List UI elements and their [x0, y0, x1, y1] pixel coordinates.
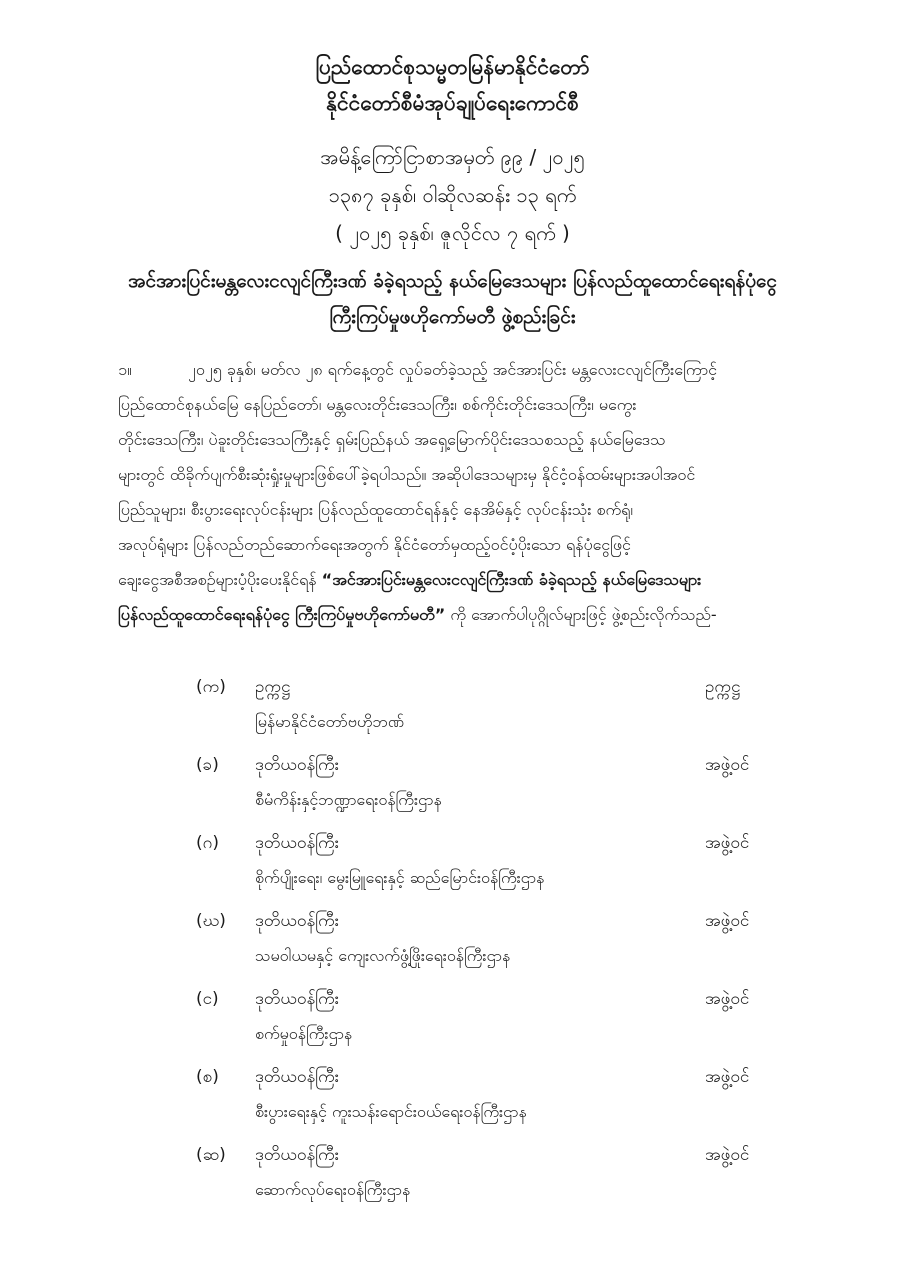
member-role: အဖွဲ့ဝင် [705, 1145, 750, 1165]
paragraph-line: ပြည်ထောင်စုနယ်မြေ နေပြည်တော်၊ မန္တလေးတိုင်းဒေသကြီး၊ စစ်ကိုင်းတိုင်းဒေသကြီး၊ မကွေး [118, 395, 637, 414]
paragraph-line: တိုင်းဒေသကြီး၊ ပဲခူးတိုင်းဒေသကြီးနှင့် ရှမ်းပြည်နယ် အရှေ့မြောက်ပိုင်းဒေသစသည့် နယ်မြေဒေသ [118, 430, 666, 449]
member-index: (ဆ) [196, 1145, 226, 1165]
member-position: ဥက္ကဋ္ဌ [255, 677, 291, 697]
member-row [0, 1144, 905, 1214]
title-line-2: ကြီးကြပ်မှုဖဟိုကော်မတီ ဖွဲ့စည်းခြင်း [329, 306, 576, 328]
office-heading: နိုင်ငံတော်စီမံအုပ်ချုပ်ရေးကောင်စီ [326, 91, 579, 115]
member-role: အဖွဲ့ဝင် [705, 989, 750, 1009]
notice-number: အမိန့်ကြော်ငြာစာအမှတ် ၉၉ / ၂၀၂၅ [320, 145, 585, 169]
paragraph-1 [118, 352, 853, 632]
member-position: ဒုတိယဝန်ကြီး [255, 1145, 340, 1165]
member-position: ဒုတိယဝန်ကြီး [255, 989, 340, 1009]
member-role: အဖွဲ့ဝင် [705, 911, 750, 931]
member-organization: စီမံကိန်းနှင့်ဘဏ္ဍာရေးဝန်ကြီးဌာန [255, 790, 442, 809]
member-row [0, 988, 905, 1058]
member-organization: စက်မှုဝန်ကြီးဌာန [255, 1024, 353, 1043]
member-organization: စိုက်ပျိုးရေး၊ မွေးမြူရေးနှင့် ဆည်မြောင်းဝန်ကြီးဌာန [255, 868, 545, 887]
member-position: ဒုတိယဝန်ကြီး [255, 755, 340, 775]
member-index: (ခ) [196, 755, 219, 775]
member-organization: မြန်မာနိုင်ငံတော်ဗဟိုဘဏ် [255, 712, 405, 731]
member-position: ဒုတိယဝန်ကြီး [255, 1067, 340, 1087]
member-role: အဖွဲ့ဝင် [705, 755, 750, 775]
member-role: အဖွဲ့ဝင် [705, 833, 750, 853]
member-row [0, 754, 905, 824]
member-position: ဒုတိယဝန်ကြီး [255, 911, 340, 931]
paragraph-line: အလုပ်ရုံများ ပြန်လည်တည်ဆောက်ရေးအတွက် နိုင်ငံတော်မှထည့်ဝင်ပံ့ပိုးသော ရန်ပုံငွေဖြင့် [118, 535, 631, 554]
member-organization: သမဝါယမနှင့် ကျေးလက်ဖွံ့ဖြိုးရေးဝန်ကြီးဌာန [255, 946, 511, 965]
member-row [0, 676, 905, 746]
quoted-committee-name-cont: ပြန်လည်ထူထောင်ရေးရန်ပုံငွေ ကြီးကြပ်မှုဗဟိုကော်မတီ” [118, 605, 446, 624]
gov-heading: ပြည်ထောင်စုသမ္မတမြန်မာနိုင်ငံတော် [315, 55, 590, 79]
member-index: (င) [196, 989, 219, 1009]
quoted-committee-name: “အင်အားပြင်းမန္တလေးငလျင်ကြီးဒဏ် ခံခဲ့ရသည့် နယ်မြေဒေသများ [321, 570, 702, 589]
date-gregorian: ( ၂၀၂၅ ခုနှစ်၊ ဇူလိုင်လ ၇ ရက် ) [335, 221, 570, 245]
paragraph-line: များတွင် ထိခိုက်ပျက်စီးဆုံးရှုံးမှုများဖြစ်ပေါ်ခဲ့ရပါသည်။ အဆိုပါဒေသများမှ နိုင်ငံ့ဝန်ထမ်းများအပါအဝင် [118, 465, 696, 484]
member-index: (ဃ) [196, 911, 226, 931]
member-role: အဖွဲ့ဝင် [705, 1067, 750, 1087]
member-role: ဥက္ကဋ္ဌ [705, 677, 741, 697]
member-index: (ဂ) [196, 833, 219, 853]
member-position: ဒုတိယဝန်ကြီး [255, 833, 340, 853]
member-organization: ဆောက်လုပ်ရေးဝန်ကြီးဌာန [255, 1180, 411, 1199]
paragraph-line: ပြန်လည်ထူထောင်ရေးရန်ပုံငွေ ကြီးကြပ်မှုဗဟိုကော်မတီ” ကို အောက်ပါပုဂ္ဂိုလ်များဖြင့် ဖွဲ့စည်းလိုက်သည်- [118, 605, 717, 624]
paragraph-line: ချေးငွေအစီအစဉ်များပံ့ပိုးပေးနိုင်ရန် “အင်အားပြင်းမန္တလေးငလျင်ကြီးဒဏ် ခံခဲ့ရသည့် နယ်မြေဒေသများ [118, 570, 702, 589]
paragraph-line: ပြည်သူများ၊ စီးပွားရေးလုပ်ငန်းများ ပြန်လည်ထူထောင်ရန်နှင့် နေအိမ်နှင့် လုပ်ငန်းသုံး စက်ရုံ၊ [118, 500, 633, 519]
member-row [0, 832, 905, 902]
paragraph-number: ၁။ [118, 360, 132, 379]
title-line-1: အင်အားပြင်းမန္တလေးငလျင်ကြီးဒဏ် ခံခဲ့ရသည့် နယ်မြေဒေသများ ပြန်လည်ထူထောင်ရေးရန်ပုံငွေ [128, 270, 777, 292]
member-index: (စ) [196, 1067, 219, 1087]
member-index: (က) [196, 677, 226, 697]
member-organization: စီးပွားရေးနှင့် ကူးသန်းရောင်းဝယ်ရေးဝန်ကြီးဌာန [255, 1102, 527, 1121]
member-row [0, 1066, 905, 1136]
date-myanmar: ၁၃၈၇ ခုနှစ်၊ ဝါဆိုလဆန်း ၁၃ ရက် [328, 183, 577, 207]
member-row [0, 910, 905, 980]
paragraph-line: ၁။ ၂၀၂၅ ခုနှစ်၊ မတ်လ ၂၈ ရက်နေ့တွင် လှုပ်ခတ်ခဲ့သည့် အင်အားပြင်း မန္တလေးငလျင်ကြီးကြောင့် [118, 352, 853, 387]
